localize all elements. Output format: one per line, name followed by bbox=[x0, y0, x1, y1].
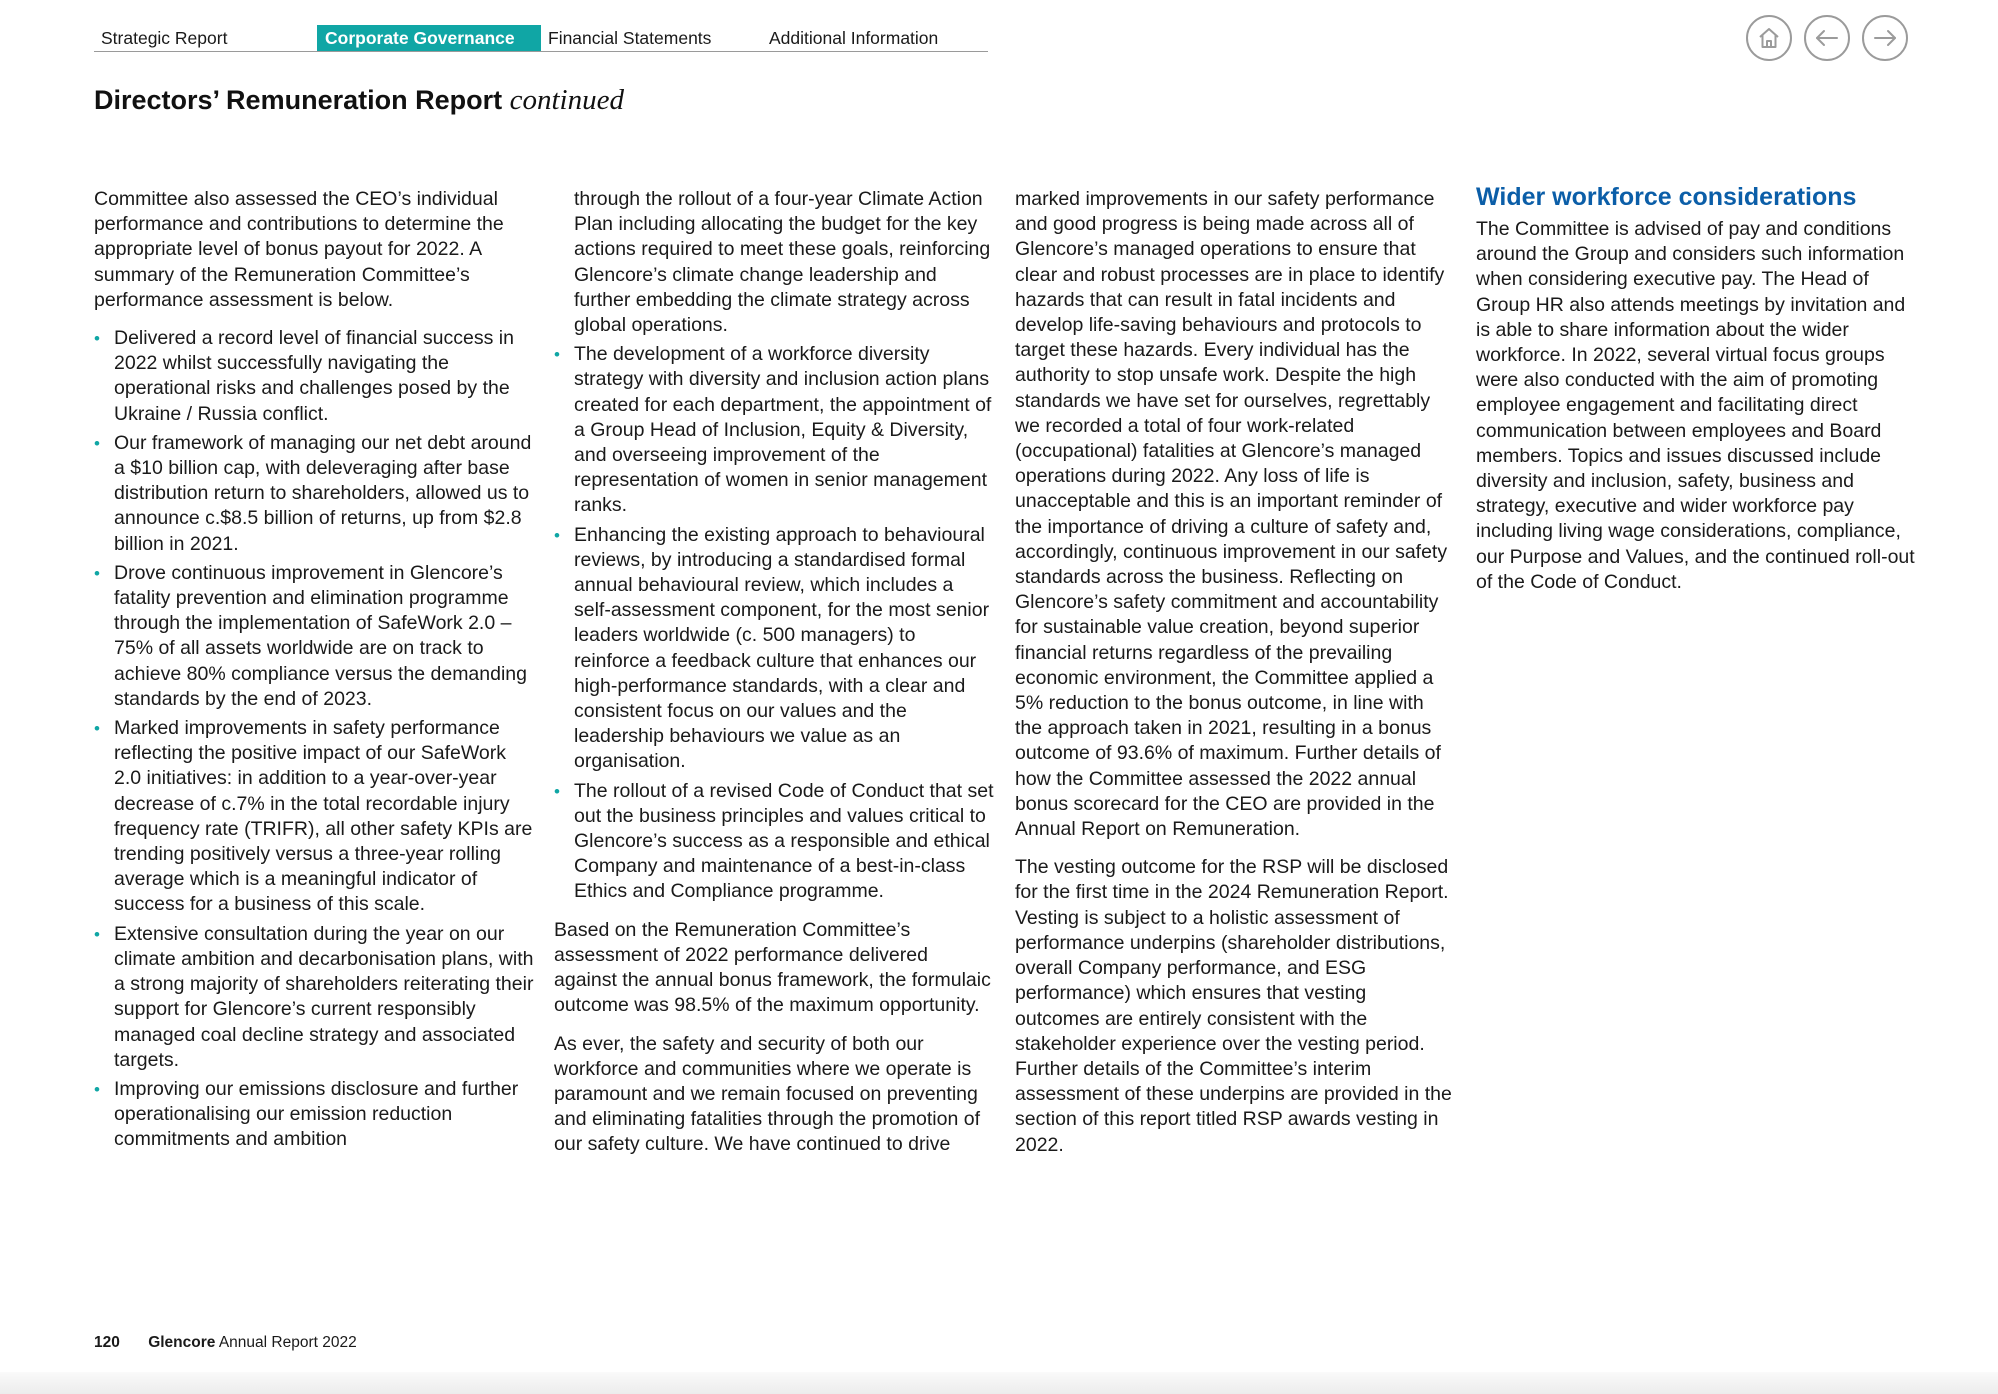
tab-corporate-governance[interactable]: Corporate Governance bbox=[317, 25, 541, 51]
list-item: • Improving our emissions disclosure and further operationalising our emission reduction commitments and ambition bbox=[94, 1077, 534, 1153]
home-icon bbox=[1753, 22, 1785, 54]
list-item: • Marked improvements in safety performance reflecting the positive impact of our SafeWork 2.0 initiatives: in addition to a year-over-year decrease of c.7% in the total recordable injury frequency rate (TRIFR), all other safety KPIs are trending positively versus a three-year rolling average which is a meaningful indicator of success for a business of this scale. bbox=[94, 716, 534, 918]
page-title-main: Directors’ Remuneration Report bbox=[94, 85, 503, 115]
list-item: • Drove continuous improvement in Glencore’s fatality prevention and elimination programme through the implementation of SafeWork 2.0 – 75% of all assets worldwide are on track to achieve 80% compliance versus the demanding standards by the end of 2023. bbox=[94, 561, 534, 712]
tab-additional-information[interactable]: Additional Information bbox=[769, 28, 939, 48]
col2-paragraph-2: As ever, the safety and security of both our workforce and communities where we operate is paramount and we remain focused on preventing and eliminating fatalities through the promotion of our safety culture. We have continued to drive bbox=[554, 1032, 981, 1156]
page-number: 120 bbox=[94, 1334, 120, 1351]
text-column-3 bbox=[1015, 187, 1455, 1171]
list-item: • Enhancing the existing approach to behavioural reviews, by introducing a standardised formal annual behavioural review, which includes a self-assessment component, for the most senior leaders worldwide (c. 500 managers) to reinforce a feedback culture that enhances our high-performance standards, with a clear and consistent focus on our values and the leadership behaviours we value as an organisation. bbox=[554, 523, 994, 775]
list-item: • Extensive consultation during the year on our climate ambition and decarbonisation plans, with a strong majority of shareholders reiterating their support for Glencore’s current responsibly managed coal decline strategy and associated targets. bbox=[94, 922, 534, 1073]
text-column-1 bbox=[94, 187, 534, 1157]
col4-paragraph-1: The Committee is advised of pay and conditions around the Group and considers such information when considering executive pay. The Head of Group HR also attends meetings by invitation and is able to share information about the wider workforce. In 2022, several virtual focus groups were also conducted with the aim of promoting employee engagement and facilitating direct communication between employees and Board members. Topics and issues discussed include diversity and inclusion, safety, business and strategy, executive and wider workforce pay including living wage considerations, compliance, our Purpose and Values, and the continued roll-out of the Code of Conduct. bbox=[1476, 218, 1915, 593]
home-button[interactable] bbox=[1746, 15, 1792, 61]
section-nav bbox=[94, 24, 988, 52]
col2-bullet-list bbox=[554, 187, 994, 905]
footer-publication: Annual Report 2022 bbox=[218, 1334, 357, 1351]
col1-bullet-list bbox=[94, 326, 534, 1153]
text-column-2 bbox=[554, 187, 994, 1171]
text-column-4 bbox=[1476, 180, 1916, 608]
arrow-left-icon bbox=[1811, 22, 1843, 54]
col3-paragraph-1: marked improvements in our safety performance and good progress is being made across all of Glencore’s managed operations to ensure that clear and robust processes are in place to identify hazards that can result in fatal incidents and develop life-saving behaviours and protocols to target these hazards. Every individual has the authority to stop unsafe work. Despite the high standards we have set for ourselves, regrettably we recorded a total of four work-related (occupational) fatalities at Glencore’s managed operations during 2022. Any loss of life is unacceptable and this is an important reminder of the importance of driving a culture of safety and, accordingly, continuous improvement in our safety standards across the business. Reflecting on Glencore’s safety commitment and accountability for sustainable value creation, beyond superior financial returns regardless of the prevailing economic environment, the Committee applied a 5% reduction to the bonus outcome, in line with the approach taken in 2021, resulting in a bonus outcome of 93.6% of maximum. Further details of how the Committee assessed the 2022 annual bonus scorecard for the CEO are provided in the Annual Report on Remuneration. bbox=[1015, 188, 1448, 841]
list-item: • The development of a workforce diversity strategy with diversity and inclusion action plans created for each department, the appointment of a Group Head of Inclusion, Equity & Diversity, and overseeing improvement of the representation of women in senior management ranks. bbox=[554, 342, 994, 518]
list-item-continuation: through the rollout of a four-year Climate Action Plan including allocating the budget for the key actions required to meet these goals, reinforcing Glencore’s climate change leadership and further embedding the climate strategy across global operations. bbox=[574, 188, 991, 337]
tab-financial-statements[interactable]: Financial Statements bbox=[548, 28, 712, 48]
page-title-suffix: continued bbox=[509, 84, 624, 116]
section-heading-wider-workforce: Wider workforce considerations bbox=[1476, 183, 1857, 211]
col3-paragraph-2: The vesting outcome for the RSP will be disclosed for the first time in the 2024 Remuneration Report. Vesting is subject to a holistic assessment of performance underpins (shareholder distributions, overall Company performance, and ESG performance) which ensures that vesting outcomes are entirely consistent with the stakeholder experience over the vesting period. Further details of the Committee’s interim assessment of these underpins are provided in the section of this report titled RSP awards vesting in 2022. bbox=[1015, 856, 1452, 1156]
next-page-button[interactable] bbox=[1862, 15, 1908, 61]
page-navigation-buttons bbox=[1746, 15, 1920, 61]
tab-strategic-report[interactable]: Strategic Report bbox=[101, 28, 228, 48]
footer-brand: Glencore bbox=[148, 1334, 216, 1351]
list-item: • Our framework of managing our net debt around a $10 billion cap, with deleveraging after base distribution return to shareholders, allowed us to announce c.$8.5 billion of returns, up from $2.8 billion in 2021. bbox=[94, 431, 534, 557]
page-footer bbox=[94, 1334, 357, 1352]
arrow-right-icon bbox=[1869, 22, 1901, 54]
col2-paragraph-1: Based on the Remuneration Committee’s assessment of 2022 performance delivered against the annual bonus framework, the formulaic outcome was 98.5% of the maximum opportunity. bbox=[554, 918, 991, 1017]
list-item: • Delivered a record level of financial success in 2022 whilst successfully navigating the operational risks and challenges posed by the Ukraine / Russia conflict. bbox=[94, 326, 534, 427]
col1-intro: Committee also assessed the CEO’s individual performance and contributions to determine the appropriate level of bonus payout for 2022. A summary of the Remuneration Committee’s performance assessment is below. bbox=[94, 188, 504, 311]
list-item: • The rollout of a revised Code of Conduct that set out the business principles and values critical to Glencore’s success as a responsible and ethical Company and maintenance of a best-in-class Ethics and Compliance programme. bbox=[554, 779, 994, 905]
previous-page-button[interactable] bbox=[1804, 15, 1850, 61]
bottom-shadow-band bbox=[0, 1372, 1998, 1394]
page-title bbox=[94, 84, 624, 117]
